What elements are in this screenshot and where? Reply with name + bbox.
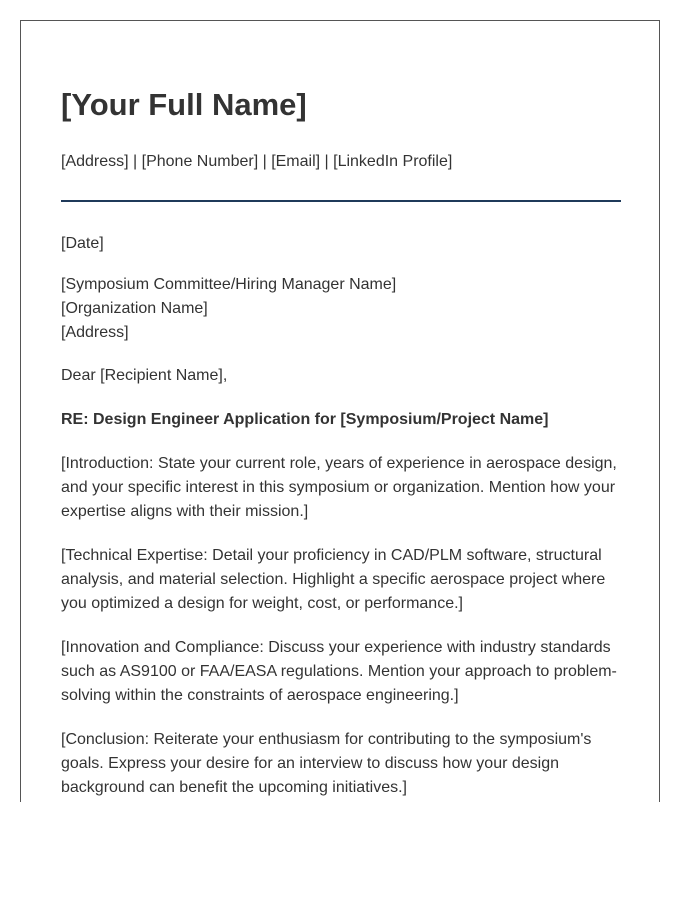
recipient-name: [Symposium Committee/Hiring Manager Name] xyxy=(61,276,397,293)
subject-line: RE: Design Engineer Application for [Symposium/Project Name] xyxy=(61,411,549,428)
recipient-address: [Address] xyxy=(61,324,129,341)
letter-body xyxy=(61,452,621,802)
recipient-block xyxy=(61,273,396,345)
sender-name: [Your Full Name] xyxy=(61,87,307,122)
header-divider xyxy=(61,200,621,202)
letter-date: [Date] xyxy=(61,235,104,252)
paragraph-introduction: [Introduction: State your current role, years of experience in aerospace design, and your specific interest in this symposium or organization. Mention how your expertise aligns with their mission.] xyxy=(61,455,617,520)
recipient-organization: [Organization Name] xyxy=(61,300,208,317)
paragraph-technical-expertise: [Technical Expertise: Detail your proficiency in CAD/PLM software, structural analysis, and material selection. Highlight a specific aerospace project where you optimized a design for weight, cost, or performance.] xyxy=(61,547,606,612)
paragraph-conclusion: [Conclusion: Reiterate your enthusiasm for contributing to the symposium's goals. Express your desire for an interview to discuss how your design background can benefit the upcoming initiatives.] xyxy=(61,731,592,796)
sender-contact-line: [Address] | [Phone Number] | [Email] | [LinkedIn Profile] xyxy=(61,153,453,170)
paragraph-innovation-compliance: [Innovation and Compliance: Discuss your experience with industry standards such as AS9100 or FAA/EASA regulations. Mention your approach to problem-solving within the constraints of aerospace engineering.] xyxy=(61,639,617,704)
letter-page xyxy=(20,20,660,802)
salutation: Dear [Recipient Name], xyxy=(61,367,228,384)
